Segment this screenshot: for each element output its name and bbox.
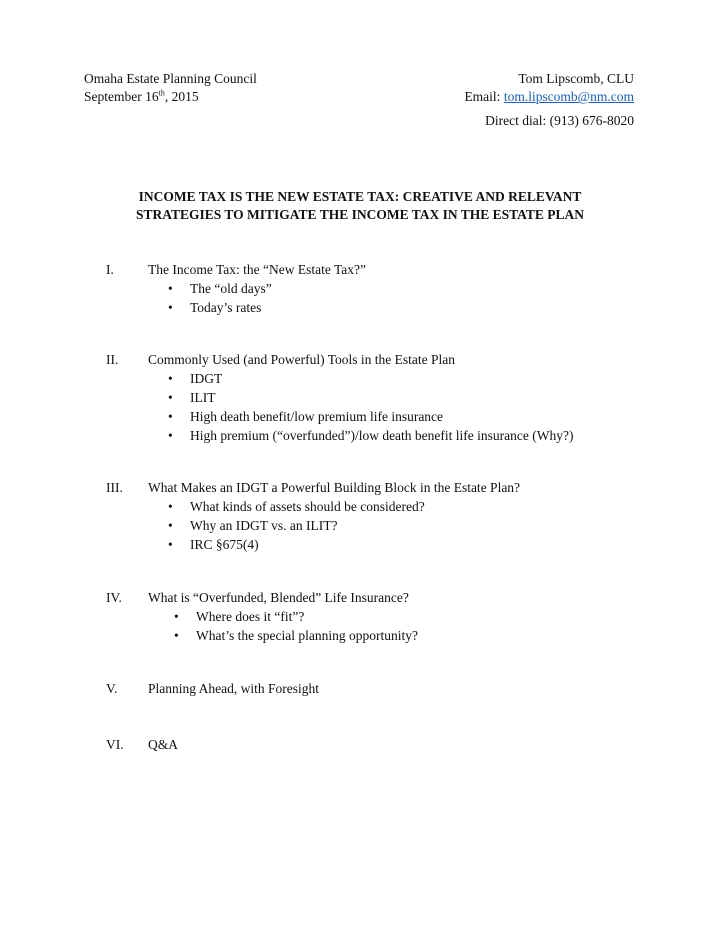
section-heading: What Makes an IDGT a Powerful Building Block in the Estate Plan?: [148, 480, 521, 495]
bullet-icon: •: [168, 518, 173, 533]
header-left: [84, 70, 257, 106]
presenter-name: Tom Lipscomb, CLU: [518, 71, 634, 86]
date-year: , 2015: [164, 89, 199, 104]
list-item: • Where does it “fit”?: [174, 609, 305, 624]
section-numeral: VI.: [106, 737, 124, 752]
section-heading: Q&A: [148, 737, 178, 752]
list-item: • The “old days”: [168, 281, 272, 296]
bullet-icon: •: [168, 371, 173, 386]
outline-section-2: [106, 350, 666, 445]
list-item: • ILIT: [168, 390, 216, 405]
list-item: • What’s the special planning opportunity?: [174, 628, 418, 643]
direct-dial: Direct dial: (913) 676-8020: [485, 113, 634, 128]
bullet-icon: •: [174, 609, 179, 624]
bullet-icon: •: [168, 409, 173, 424]
list-item: • What kinds of assets should be considered?: [168, 499, 425, 514]
bullet-icon: •: [174, 628, 179, 643]
date-month-day: September 16: [84, 89, 159, 104]
header-right: [464, 70, 634, 106]
outline-section-3: [106, 478, 666, 554]
list-item: • Why an IDGT vs. an ILIT?: [168, 518, 338, 533]
list-item: • High death benefit/low premium life insurance: [168, 409, 444, 424]
organization-name: Omaha Estate Planning Council: [84, 71, 257, 86]
section-numeral: V.: [106, 681, 118, 696]
document-title: [90, 188, 630, 224]
section-numeral: III.: [106, 480, 123, 495]
bullet-icon: •: [168, 390, 173, 405]
outline-section-1: [106, 260, 666, 317]
bullet-icon: •: [168, 537, 173, 552]
section-heading: The Income Tax: the “New Estate Tax?”: [148, 262, 367, 277]
presentation-date: [84, 88, 257, 106]
email-link[interactable]: tom.lipscomb@nm.com: [503, 89, 634, 104]
bullet-icon: •: [168, 428, 173, 443]
section-numeral: IV.: [106, 590, 122, 605]
list-item: • Today’s rates: [168, 300, 262, 315]
section-heading: Commonly Used (and Powerful) Tools in the Estate Plan: [148, 352, 456, 367]
bullet-icon: •: [168, 300, 173, 315]
outline-section-5: [106, 679, 666, 698]
list-item: • IRC §675(4): [168, 537, 259, 552]
list-item: • IDGT: [168, 371, 223, 386]
list-item: • High premium (“overfunded”)/low death benefit life insurance (Why?): [168, 428, 574, 443]
presenter-email: [464, 88, 634, 106]
section-numeral: II.: [106, 352, 119, 367]
date-ordinal-suffix: th: [158, 88, 165, 98]
title-line-1: INCOME TAX IS THE NEW ESTATE TAX: CREATIVE AND RELEVANT: [138, 189, 582, 204]
bullet-icon: •: [168, 499, 173, 514]
bullet-icon: •: [168, 281, 173, 296]
section-heading: What is “Overfunded, Blended” Life Insurance?: [148, 590, 409, 605]
outline-section-4: [106, 588, 666, 645]
email-label: Email:: [464, 89, 504, 104]
outline-section-6: [106, 735, 666, 754]
section-numeral: I.: [106, 262, 114, 277]
title-line-2: STRATEGIES TO MITIGATE THE INCOME TAX IN THE ESTATE PLAN: [136, 207, 584, 222]
section-heading: Planning Ahead, with Foresight: [148, 681, 319, 696]
